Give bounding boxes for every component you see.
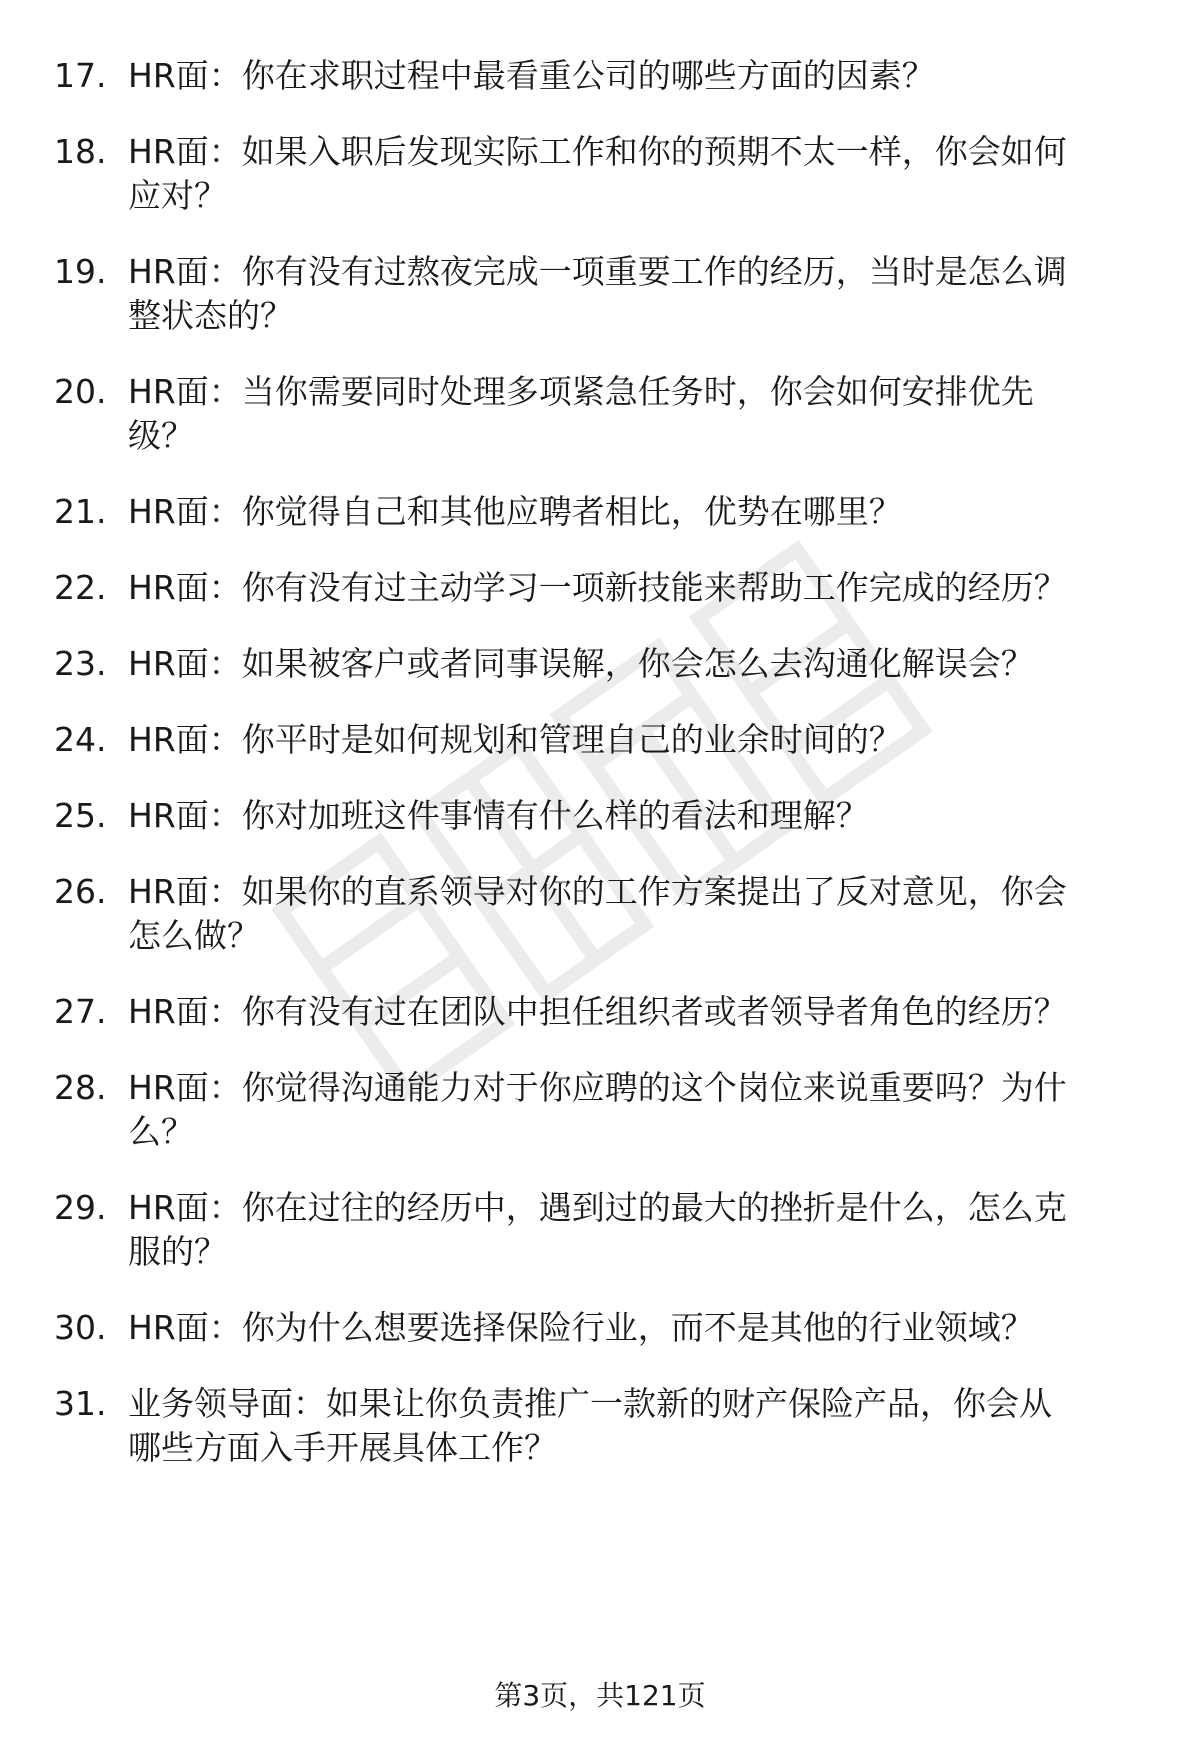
question-number: 24. bbox=[54, 720, 107, 759]
page-indicator: 第3页，共121页 bbox=[494, 1679, 706, 1712]
question-text-line: HR面：你在求职过程中最看重公司的哪些方面的因素？ bbox=[128, 56, 935, 95]
question-number: 31. bbox=[54, 1384, 107, 1423]
question-text-line: 业务领导面：如果让你负责推广一款新的财产保险产品，你会从 bbox=[128, 1384, 1052, 1423]
question-text-line: 级？ bbox=[128, 416, 194, 455]
question-number: 23. bbox=[54, 644, 107, 683]
question-text-line: HR面：如果入职后发现实际工作和你的预期不太一样，你会如何 bbox=[128, 132, 1067, 171]
question-number: 28. bbox=[54, 1068, 107, 1107]
question-number: 20. bbox=[54, 372, 107, 411]
question-number: 30. bbox=[54, 1308, 107, 1347]
question-number: 26. bbox=[54, 872, 107, 911]
question-text-line: HR面：你在过往的经历中，遇到过的最大的挫折是什么，怎么克 bbox=[128, 1188, 1067, 1227]
question-number: 27. bbox=[54, 992, 107, 1031]
question-text-line: HR面：你为什么想要选择保险行业，而不是其他的行业领域？ bbox=[128, 1308, 1034, 1347]
page-footer bbox=[0, 1676, 1200, 1716]
question-number: 21. bbox=[54, 492, 107, 531]
question-text-line: 整状态的？ bbox=[128, 296, 293, 335]
question-text-line: HR面：你有没有过主动学习一项新技能来帮助工作完成的经历？ bbox=[128, 568, 1067, 607]
question-number: 18. bbox=[54, 132, 107, 171]
question-text-line: 么？ bbox=[128, 1112, 194, 1151]
question-text-line: 服的？ bbox=[128, 1232, 227, 1271]
question-text-line: 应对？ bbox=[128, 176, 227, 215]
question-number: 22. bbox=[54, 568, 107, 607]
question-text-line: HR面：你觉得沟通能力对于你应聘的这个岗位来说重要吗？为什 bbox=[128, 1068, 1067, 1107]
question-number: 29. bbox=[54, 1188, 107, 1227]
question-text-line: 哪些方面入手开展具体工作？ bbox=[128, 1428, 557, 1467]
question-text-line: 怎么做？ bbox=[128, 916, 260, 955]
question-number: 17. bbox=[54, 56, 107, 95]
question-text-line: HR面：如果你的直系领导对你的工作方案提出了反对意见，你会 bbox=[128, 872, 1067, 911]
question-text-line: HR面：你有没有过在团队中担任组织者或者领导者角色的经历？ bbox=[128, 992, 1067, 1031]
question-text-line: HR面：当你需要同时处理多项紧急任务时，你会如何安排优先 bbox=[128, 372, 1034, 411]
question-number: 19. bbox=[54, 252, 107, 291]
question-text-line: HR面：如果被客户或者同事误解，你会怎么去沟通化解误会？ bbox=[128, 644, 1034, 683]
question-text-line: HR面：你有没有过熬夜完成一项重要工作的经历，当时是怎么调 bbox=[128, 252, 1067, 291]
question-text-line: HR面：你平时是如何规划和管理自己的业余时间的？ bbox=[128, 720, 902, 759]
question-text-line: HR面：你对加班这件事情有什么样的看法和理解？ bbox=[128, 796, 869, 835]
question-number: 25. bbox=[54, 796, 107, 835]
question-text-line: HR面：你觉得自己和其他应聘者相比，优势在哪里？ bbox=[128, 492, 902, 531]
